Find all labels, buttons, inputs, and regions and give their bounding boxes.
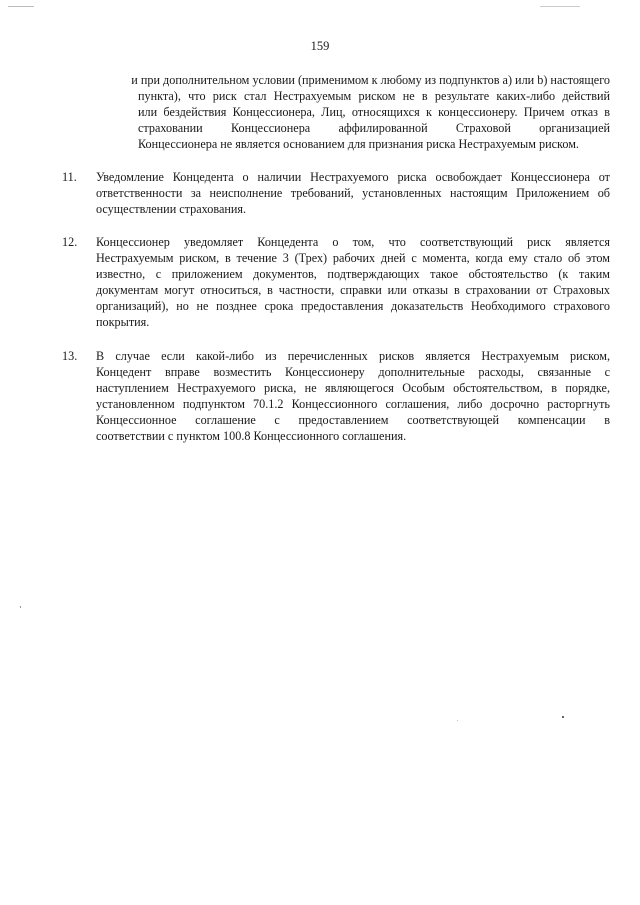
clause-line: документам могут относиться, в частности, справки или отказы в страховании от Страховых [96, 283, 610, 297]
paragraph-line: Концессионера не является основанием для признания риска Нестрахуемым риском. [138, 137, 579, 151]
scan-speck [457, 720, 458, 721]
paragraph-line: и при дополнительном условии (применимом к любому из подпунктов а) или b) настоящего [131, 73, 610, 87]
clause-line: Концедент вправе возместить Концессионеру дополнительные расходы, связанные с [96, 365, 610, 379]
paragraph-line: или бездействия Концессионера, Лиц, относящихся к концессионеру. Причем отказ в [138, 105, 610, 119]
scan-speck [562, 716, 564, 718]
clause-number: 11. [62, 170, 77, 184]
clause-line: Концессионер уведомляет Концедента о том, что соответствующий риск является [96, 235, 610, 249]
clause-line: покрытия. [96, 315, 150, 329]
clause-line: наступлением Нестрахуемого риска, не являющегося Особым обстоятельством, в порядке, [96, 381, 610, 395]
paragraph-line: пункта), что риск стал Нестрахуемым риском не в результате каких-либо действий [138, 89, 610, 103]
scan-artifact [540, 6, 580, 7]
clause-line: Концессионное соглашение с предоставлением соответствующей компенсации в [96, 413, 610, 427]
clause-number: 13. [62, 349, 78, 363]
paragraph-line: страховании Концессионера аффилированной Страховой организацией [138, 121, 610, 135]
clause-number: 12. [62, 235, 78, 249]
clause-line: Нестрахуемым риском, в течение 3 (Трех) рабочих дней с момента, когда ему стало об этом [96, 251, 610, 265]
clause-line: В случае если какой-либо из перечисленных рисков является Нестрахуемым риском, [96, 349, 610, 363]
clause-line: установленном подпунктом 70.1.2 Концессионного соглашения, либо досрочно расторгнуть [96, 397, 610, 411]
scan-speck [20, 606, 21, 608]
clause-line: соответствии с пунктом 100.8 Концессионного соглашения. [96, 429, 407, 443]
clause-line: ответственности за неисполнение требований, установленных настоящим Приложением об [96, 186, 610, 200]
scan-artifact [8, 6, 34, 7]
page-number: 159 [310, 39, 330, 53]
clause-line: организаций), но не позднее срока предоставления доказательств Необходимого страхового [96, 299, 610, 313]
clause-line: осуществлении страхования. [96, 202, 247, 216]
clause-line: Уведомление Концедента о наличии Нестрахуемого риска освобождает Концессионера от [96, 170, 610, 184]
clause-line: известно, с приложением документов, подтверждающих такое обстоятельство (к таким [96, 267, 610, 281]
